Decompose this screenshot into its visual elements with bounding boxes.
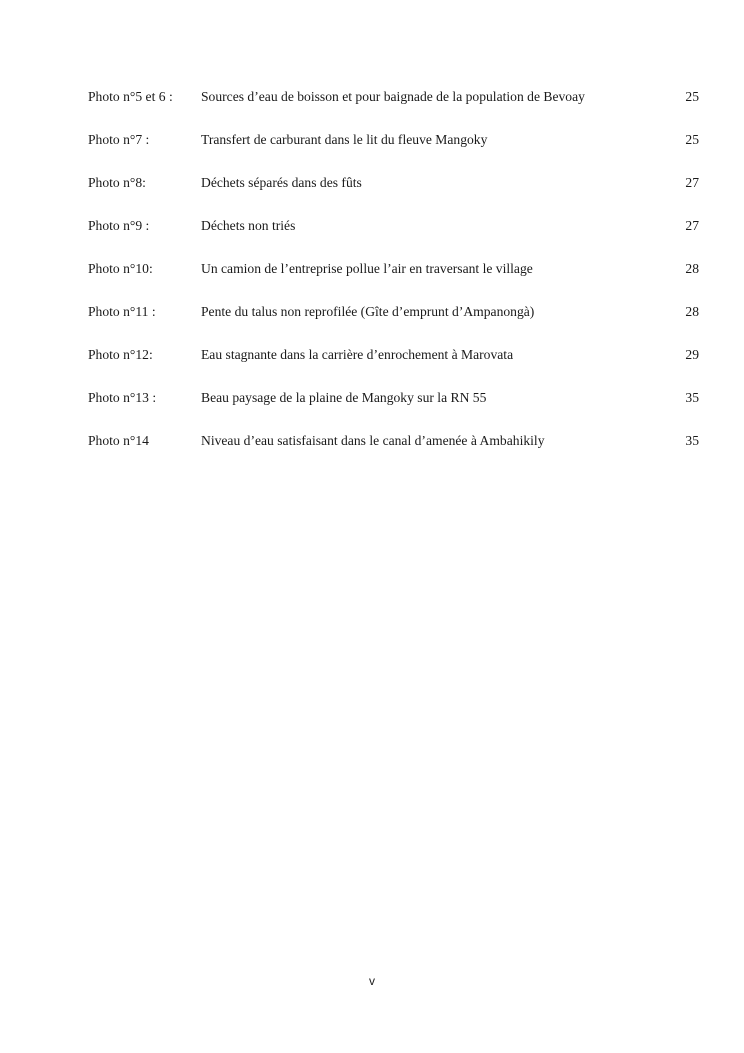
page-reference: 25 — [685, 89, 699, 104]
photo-caption: Transfert de carburant dans le lit du fleuve Mangoky — [201, 132, 488, 147]
list-item — [88, 130, 700, 173]
list-item — [88, 431, 700, 474]
photo-label: Photo n°14 — [88, 433, 149, 448]
photo-label: Photo n°11 : — [88, 304, 156, 319]
list-item — [88, 388, 700, 431]
page-reference: 29 — [685, 347, 699, 362]
photo-label: Photo n°5 et 6 : — [88, 89, 173, 104]
page-reference: 28 — [685, 261, 699, 276]
photo-label: Photo n°7 : — [88, 132, 150, 147]
list-item — [88, 87, 700, 130]
page-reference: 35 — [685, 433, 699, 448]
page-reference: 28 — [685, 304, 699, 319]
photo-caption: Un camion de l’entreprise pollue l’air en traversant le village — [201, 261, 533, 276]
page-reference: 27 — [685, 175, 699, 190]
photo-caption: Pente du talus non reprofilée (Gîte d’emprunt d’Ampanongà) — [201, 304, 535, 319]
photo-caption: Déchets non triés — [201, 218, 296, 233]
page-number: v — [369, 974, 375, 988]
list-item — [88, 345, 700, 388]
photo-caption: Sources d’eau de boisson et pour baignade de la population de Bevoay — [201, 89, 585, 104]
list-item — [88, 173, 700, 216]
photo-caption: Niveau d’eau satisfaisant dans le canal d’amenée à Ambahikily — [201, 433, 545, 448]
photo-label: Photo n°9 : — [88, 218, 150, 233]
list-of-photos — [88, 87, 700, 474]
photo-caption: Déchets séparés dans des fûts — [201, 175, 362, 190]
list-item — [88, 259, 700, 302]
photo-caption: Eau stagnante dans la carrière d’enrochement à Marovata — [201, 347, 514, 362]
photo-label: Photo n°13 : — [88, 390, 157, 405]
list-item — [88, 302, 700, 345]
photo-label: Photo n°12: — [88, 347, 153, 362]
page-reference: 27 — [685, 218, 699, 233]
page-reference: 35 — [685, 390, 699, 405]
list-item — [88, 216, 700, 259]
photo-label: Photo n°8: — [88, 175, 146, 190]
page-reference: 25 — [685, 132, 699, 147]
photo-caption: Beau paysage de la plaine de Mangoky sur la RN 55 — [201, 390, 487, 405]
photo-label: Photo n°10: — [88, 261, 153, 276]
